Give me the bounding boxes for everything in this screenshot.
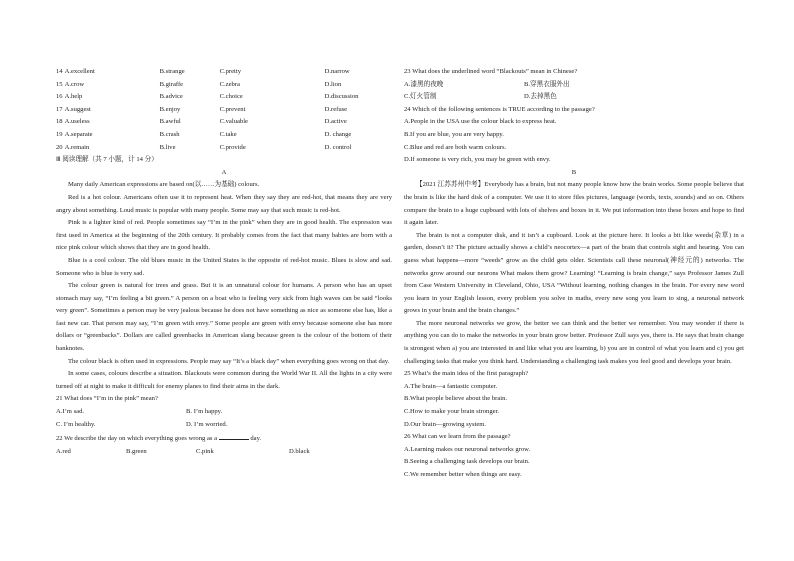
option-d[interactable]: D.narrow bbox=[324, 68, 350, 75]
cloze-row bbox=[56, 129, 392, 142]
option-d[interactable]: D. I’m worried. bbox=[186, 420, 228, 428]
option-c[interactable]: C.zebra bbox=[219, 80, 240, 88]
option-c[interactable]: C.灯火管制 bbox=[404, 93, 437, 101]
question-stem: 25 What’s the main idea of the first paragraph? bbox=[404, 370, 529, 378]
option-b[interactable]: B.crash bbox=[159, 130, 180, 138]
option-b[interactable]: B.enjoy bbox=[159, 105, 181, 113]
question-number: 19 bbox=[56, 130, 63, 138]
option-d[interactable]: D. control bbox=[324, 143, 352, 151]
option-c[interactable]: C. I’m healthy. bbox=[56, 420, 96, 428]
paragraph: In some cases, colours describe a situation. Blackouts were common during the World War II. All the lights in a city were turned off at night to make it difficult for enemy planes to find their aims in the dark. bbox=[56, 370, 392, 390]
question-number: 16 bbox=[56, 93, 63, 101]
option-b[interactable]: B.穿黑衣服外出 bbox=[524, 80, 570, 88]
option-c[interactable]: C.We remember better when things are easy. bbox=[404, 471, 522, 478]
question-22 bbox=[56, 431, 392, 458]
option-c[interactable]: C.Blue and red are both warm colours. bbox=[404, 143, 507, 151]
option-b[interactable]: B.strange bbox=[159, 68, 185, 75]
option-a[interactable]: A.suggest bbox=[64, 105, 91, 113]
cloze-row bbox=[56, 79, 392, 92]
question-21 bbox=[56, 393, 392, 431]
question-stem: 22 We describe the day on which everything goes wrong as a bbox=[56, 435, 218, 443]
option-d[interactable]: D.If someone is very rich, you may be green with envy. bbox=[404, 156, 551, 164]
section-title: Ⅲ 阅读理解（共 7 小题，计 14 分） bbox=[56, 156, 158, 164]
option-a[interactable]: A.excellent bbox=[64, 68, 95, 75]
paragraph: The brain is not a computer disk, and it isn’t a cupboard. Look at the picture here. It looks a bit like weeds(杂草) in a garden, doesn’t it? The picture actually shows a child’s neocortex—a part of the brain that controls sight and hearing. You can guess what happens—more “weeds” grow as the child gets older. Scientists call these neuronal(神经元的) networks. The networks grow around our neurons What makes them grow? Learning! “Learning is brain change,” says Professor James Zull from Case Western University in Cleveland, Ohio, USA “Without learning, nothing changes in the brain. For every new word you learn in your English lesson, every problem you solve in maths, every new song you learn to sing, a neuronal network grows in your brain and the brain changes.” bbox=[404, 231, 744, 315]
left-column bbox=[56, 66, 392, 458]
option-d[interactable]: D.Our brain—growing system. bbox=[404, 420, 487, 428]
paragraph: The more neuronal networks we grow, the better we can think and the better we remember. You may wonder if there is anything you can do to make the networks in your brain grow better. Professor Zull says yes, there is. He says that brain change is strongest when a) you are interested in and like what you are learning, b) you are in control of what you learn and c) you get challenging tasks that make you think hard. Understanding a challenging task makes you feel good and develops your brain. bbox=[404, 319, 744, 365]
option-a[interactable]: A.Learning makes our neuronal networks grow. bbox=[404, 445, 531, 453]
question-stem: 24 Which of the following sentences is TRUE according to the passage? bbox=[404, 105, 595, 113]
option-c[interactable]: C.pink bbox=[196, 447, 214, 455]
cloze-options bbox=[56, 66, 392, 154]
option-d[interactable]: D.black bbox=[289, 447, 310, 455]
question-stem-end: day. bbox=[250, 435, 262, 443]
paragraph: The colour black is often used in expressions. People may say “It’s a black day” when everything goes wrong on that day. bbox=[68, 357, 390, 365]
option-a[interactable]: A.漆黑的夜晚 bbox=[404, 80, 444, 88]
option-a[interactable]: A.I’m sad. bbox=[56, 408, 85, 416]
right-column bbox=[404, 66, 744, 482]
option-d[interactable]: D. change bbox=[324, 130, 352, 138]
option-d[interactable]: D.refuse bbox=[324, 105, 348, 113]
option-b[interactable]: B.Seeing a challenging task develops our brain. bbox=[404, 458, 530, 466]
option-c[interactable]: C.valuable bbox=[219, 118, 248, 126]
option-c[interactable]: C.choice bbox=[219, 93, 243, 101]
question-number: 17 bbox=[56, 105, 63, 113]
option-d[interactable]: D.active bbox=[324, 118, 347, 126]
cloze-row bbox=[56, 116, 392, 129]
option-a[interactable]: A.red bbox=[56, 447, 71, 455]
passage-b bbox=[404, 179, 744, 368]
option-d[interactable]: D.去掉黑色 bbox=[524, 93, 557, 101]
question-number: 15 bbox=[56, 80, 63, 88]
option-a[interactable]: A.remain bbox=[64, 143, 90, 151]
option-b[interactable]: B.What people believe about the brain. bbox=[404, 395, 508, 403]
option-b[interactable]: B.live bbox=[159, 143, 176, 151]
paragraph: Pink is a lighter kind of red. People sometimes say “I’m in the pink” when they are in good health. The expression was first used in America at the beginning of the 20th century. It probably comes from the fact that many babies are born with a nice pink colour which shows that they are in good health. bbox=[56, 219, 392, 252]
option-b[interactable]: B.giraffe bbox=[159, 80, 184, 88]
option-a[interactable]: A.People in the USA use the colour black to express heat. bbox=[404, 118, 557, 126]
paragraph: The colour green is natural for trees and grass. But it is an unnatural colour for humans. A person who has an upset stomach may say, “I’m feeling a bit green.” A person on a boat who is feeling very sick from high waves can be said “looks very green”. Sometimes a person may be very jealous because he does not have something as nice as someone else has, like a fast new car. That person may say, “I’m green with envy.” Some people are green with envy because someone else has more dollars or “greenbacks”. Dollars are called greenbacks in American slang because green is the colour of the bottom of their banknotes. bbox=[56, 282, 392, 353]
option-b[interactable]: B.advice bbox=[159, 93, 183, 101]
option-a[interactable]: A.separate bbox=[64, 130, 93, 138]
option-d[interactable]: D.lion bbox=[324, 80, 342, 88]
option-c[interactable]: C.How to make your brain stronger. bbox=[404, 408, 500, 416]
paragraph: Red is a hot colour. Americans often use it to represent heat. When they say they are red-hot, that means they are very angry about something. Loud music is popular with many people. Some may say that such music is red-hot. bbox=[56, 193, 392, 214]
question-25 bbox=[404, 368, 744, 431]
answer-blank[interactable] bbox=[219, 431, 249, 440]
option-c[interactable]: C.prevent bbox=[219, 105, 246, 113]
option-b[interactable]: B.If you are blue, you are very happy. bbox=[404, 130, 504, 138]
option-a[interactable]: A.The brain—a fantastic computer. bbox=[404, 382, 498, 390]
option-b[interactable]: B.awful bbox=[159, 118, 181, 126]
question-24 bbox=[404, 104, 744, 167]
question-stem: 26 What can we learn from the passage? bbox=[404, 433, 511, 441]
passage-a bbox=[56, 179, 392, 393]
option-c[interactable]: C.pretty bbox=[219, 68, 242, 75]
cloze-row bbox=[56, 104, 392, 117]
cloze-row bbox=[56, 91, 392, 104]
paragraph: Many daily American expressions are based on(以……为基础) colours. bbox=[68, 181, 260, 189]
paragraph: 【2021 江苏苏州中考】Everybody has a brain, but not many people know how the brain works. Some people believe that the brain is like the hard disk of a computer. We use it to store files pictures, language (words, texts, sounds) and so on. Others compare the brain to a huge cupboard with lots of shelves and boxes in it. We put information into these boxes and hope to find it again later. bbox=[404, 181, 744, 227]
option-d[interactable]: D.discussion bbox=[324, 93, 359, 101]
passage-a-label: A bbox=[221, 168, 227, 176]
option-a[interactable]: A.help bbox=[64, 93, 83, 101]
question-number: 14 bbox=[56, 68, 63, 75]
option-c[interactable]: C.provide bbox=[219, 143, 246, 151]
paragraph: Blue is a cool colour. The old blues music in the United States is the opposite of red-hot music. Blues is slow and sad. Someone who is blue is very sad. bbox=[56, 256, 392, 277]
option-b[interactable]: B. I’m happy. bbox=[186, 408, 223, 416]
question-23 bbox=[404, 66, 744, 104]
question-stem: 21 What does “I’m in the pink” mean? bbox=[56, 395, 158, 403]
question-stem: 23 What does the underlined word “Blackouts” mean in Chinese? bbox=[404, 68, 578, 75]
option-c[interactable]: C.take bbox=[219, 130, 237, 138]
option-a[interactable]: A.crow bbox=[64, 80, 85, 88]
question-number: 18 bbox=[56, 118, 63, 126]
cloze-row bbox=[56, 66, 392, 79]
cloze-row bbox=[56, 142, 392, 155]
option-a[interactable]: A.useless bbox=[64, 118, 90, 126]
question-26 bbox=[404, 431, 744, 481]
question-number: 20 bbox=[56, 143, 63, 151]
option-b[interactable]: B.green bbox=[126, 447, 147, 455]
passage-b-label: B bbox=[571, 168, 577, 176]
